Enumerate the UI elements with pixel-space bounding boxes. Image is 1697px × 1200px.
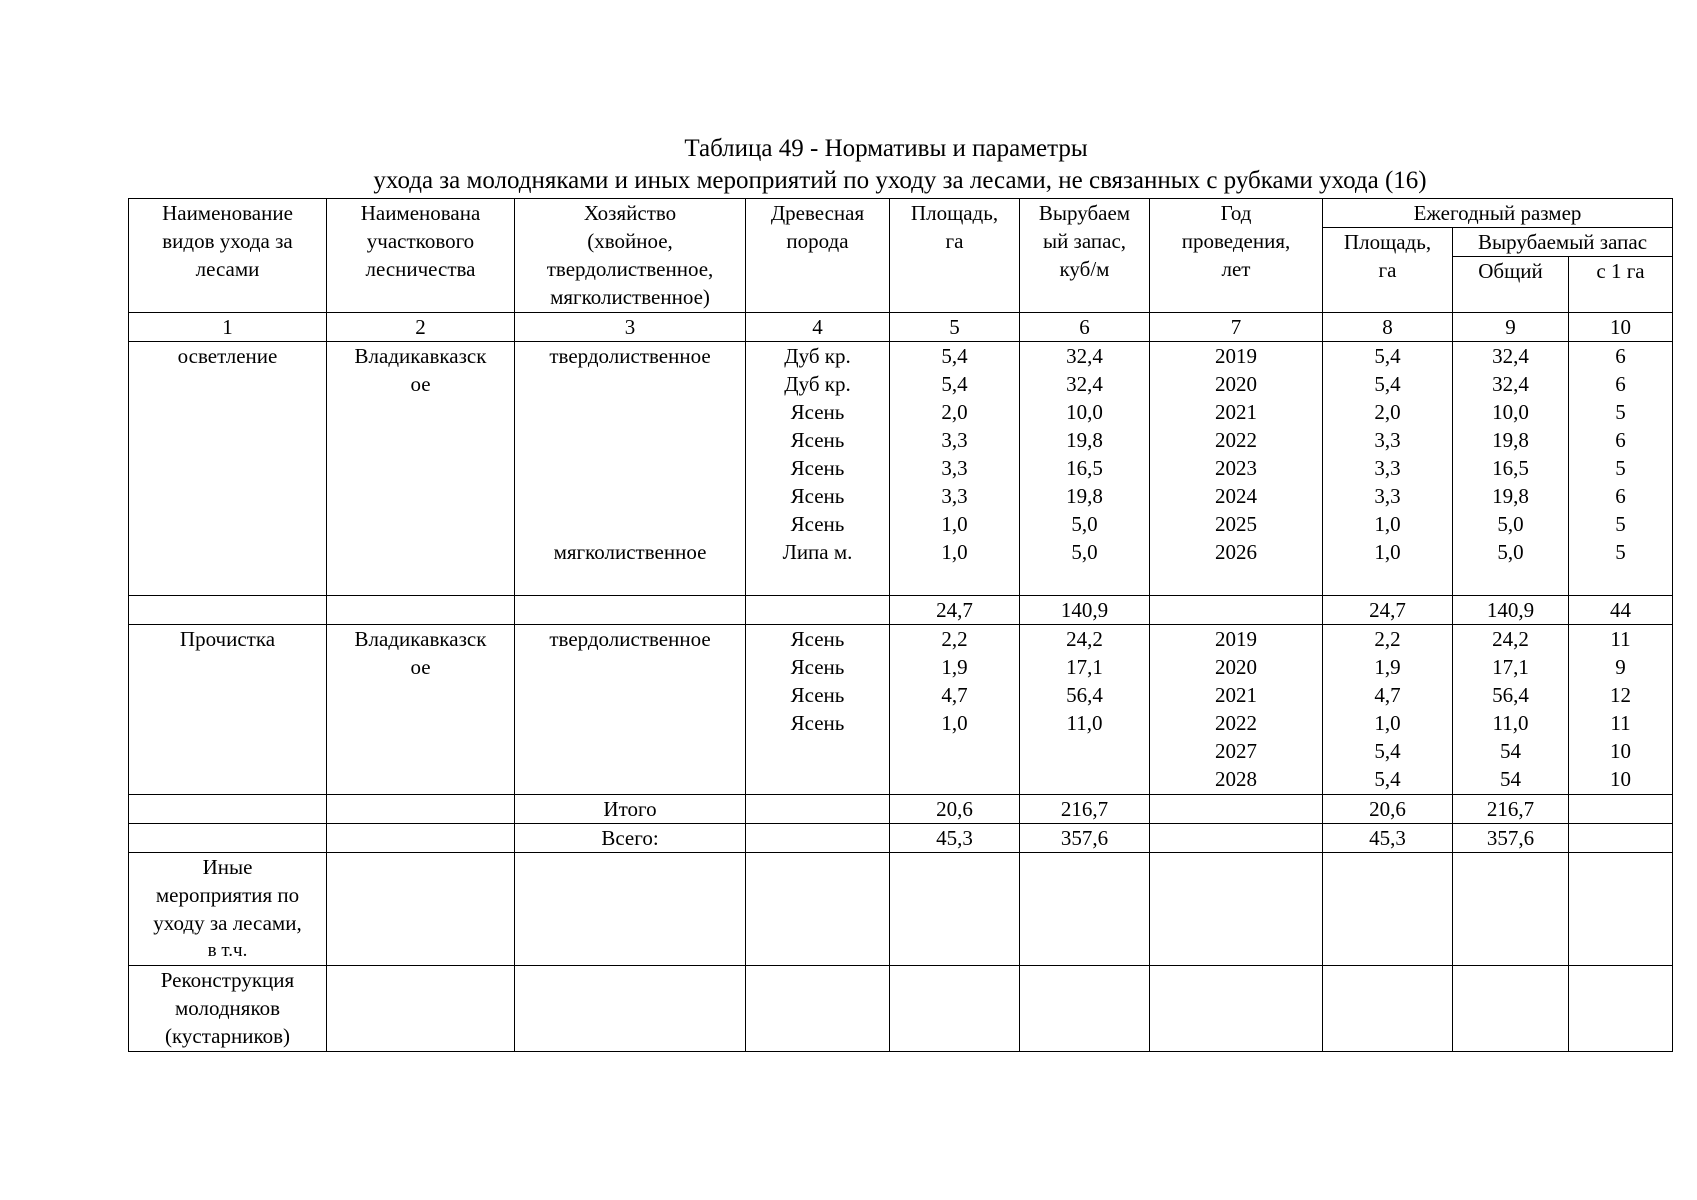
col-number: 5: [890, 313, 1020, 342]
forest-care-table: [128, 198, 1673, 1052]
area-cell: 5,4 5,4 2,0 3,3 3,3 3,3 1,0 1,0: [890, 342, 1020, 596]
year-cell: 2019 2020 2021 2022 2027 2028: [1150, 625, 1323, 795]
itogo-annual-stock: 216,7: [1453, 795, 1569, 824]
subtotal-area: 24,7: [890, 596, 1020, 625]
farm-cell: твердолиственное мягколиственное: [515, 342, 746, 596]
vsego-area: 45,3: [890, 824, 1020, 853]
itogo-area: 20,6: [890, 795, 1020, 824]
species-cell: Дуб кр. Дуб кр. Ясень Ясень Ясень Ясень Ясень Липа м.: [746, 342, 890, 596]
vsego-stock: 357,6: [1020, 824, 1150, 853]
col-number: 1: [129, 313, 327, 342]
farm-cell: твердолиственное: [515, 625, 746, 795]
care-type-cell: осветление: [129, 342, 327, 596]
annual-stock-cell: 32,4 32,4 10,0 19,8 16,5 19,8 5,0 5,0: [1453, 342, 1569, 596]
reconstruction-row: [129, 966, 1673, 1052]
header-stock-per-ha: с 1 га: [1569, 257, 1673, 313]
vsego-label: Всего:: [515, 824, 746, 853]
header-species: Древесная порода: [746, 199, 890, 313]
vsego-annual-area: 45,3: [1323, 824, 1453, 853]
reconstruction-label: Реконструкция молодняков (кустарников): [129, 966, 327, 1052]
species-cell: Ясень Ясень Ясень Ясень: [746, 625, 890, 795]
itogo-row: [129, 795, 1673, 824]
header-farm: Хозяйство (хвойное, твердолиственное, мягколиственное): [515, 199, 746, 313]
header-annual: Ежегодный размер: [1323, 199, 1673, 228]
subtotal-annual-area: 24,7: [1323, 596, 1453, 625]
annual-area-cell: 5,4 5,4 2,0 3,3 3,3 3,3 1,0 1,0: [1323, 342, 1453, 596]
itogo-annual-area: 20,6: [1323, 795, 1453, 824]
header-care-type: Наименование видов ухода за лесами: [129, 199, 327, 313]
subtotal-row: [129, 596, 1673, 625]
col-number: 8: [1323, 313, 1453, 342]
year-cell: 2019 2020 2021 2022 2023 2024 2025 2026: [1150, 342, 1323, 596]
per-ha-cell: 6 6 5 6 5 6 5 5: [1569, 342, 1673, 596]
col-number: 7: [1150, 313, 1323, 342]
header-annual-area: Площадь, га: [1323, 228, 1453, 313]
table-title: Таблица 49 - Нормативы и параметры: [684, 135, 1088, 162]
per-ha-cell: 11 9 12 11 10 10: [1569, 625, 1673, 795]
table-row: [129, 342, 1673, 596]
vsego-annual-stock: 357,6: [1453, 824, 1569, 853]
itogo-stock: 216,7: [1020, 795, 1150, 824]
header-row-1: [129, 199, 1673, 228]
header-year: Год проведения, лет: [1150, 199, 1323, 313]
header-area: Площадь, га: [890, 199, 1020, 313]
district-cell: Владикавказск ое: [327, 625, 515, 795]
col-number: 2: [327, 313, 515, 342]
subtotal-annual-stock: 140,9: [1453, 596, 1569, 625]
header-annual-stock: Вырубаемый запас: [1453, 228, 1673, 257]
care-type-cell: Прочистка: [129, 625, 327, 795]
header-district: Наименована участкового лесничества: [327, 199, 515, 313]
annual-stock-cell: 24,2 17,1 56,4 11,0 54 54: [1453, 625, 1569, 795]
stock-cell: 24,2 17,1 56,4 11,0: [1020, 625, 1150, 795]
table-subtitle: ухода за молодняками и иных мероприятий по уходу за лесами, не связанных с рубками ухода (16): [373, 167, 1427, 194]
col-number: 3: [515, 313, 746, 342]
subtotal-stock: 140,9: [1020, 596, 1150, 625]
col-number: 4: [746, 313, 890, 342]
district-cell: Владикавказск ое: [327, 342, 515, 596]
vsego-row: [129, 824, 1673, 853]
stock-cell: 32,4 32,4 10,0 19,8 16,5 19,8 5,0 5,0: [1020, 342, 1150, 596]
itogo-label: Итого: [515, 795, 746, 824]
annual-area-cell: 2,2 1,9 4,7 1,0 5,4 5,4: [1323, 625, 1453, 795]
header-stock: Вырубаем ый запас, куб/м: [1020, 199, 1150, 313]
other-measures-row: [129, 853, 1673, 966]
header-stock-total: Общий: [1453, 257, 1569, 313]
table-row: [129, 625, 1673, 795]
column-number-row: [129, 313, 1673, 342]
other-measures-label: Иные мероприятия по уходу за лесами, в т.ч.: [129, 853, 327, 966]
area-cell: 2,2 1,9 4,7 1,0: [890, 625, 1020, 795]
col-number: 6: [1020, 313, 1150, 342]
subtotal-per-ha: 44: [1569, 596, 1673, 625]
col-number: 10: [1569, 313, 1673, 342]
col-number: 9: [1453, 313, 1569, 342]
